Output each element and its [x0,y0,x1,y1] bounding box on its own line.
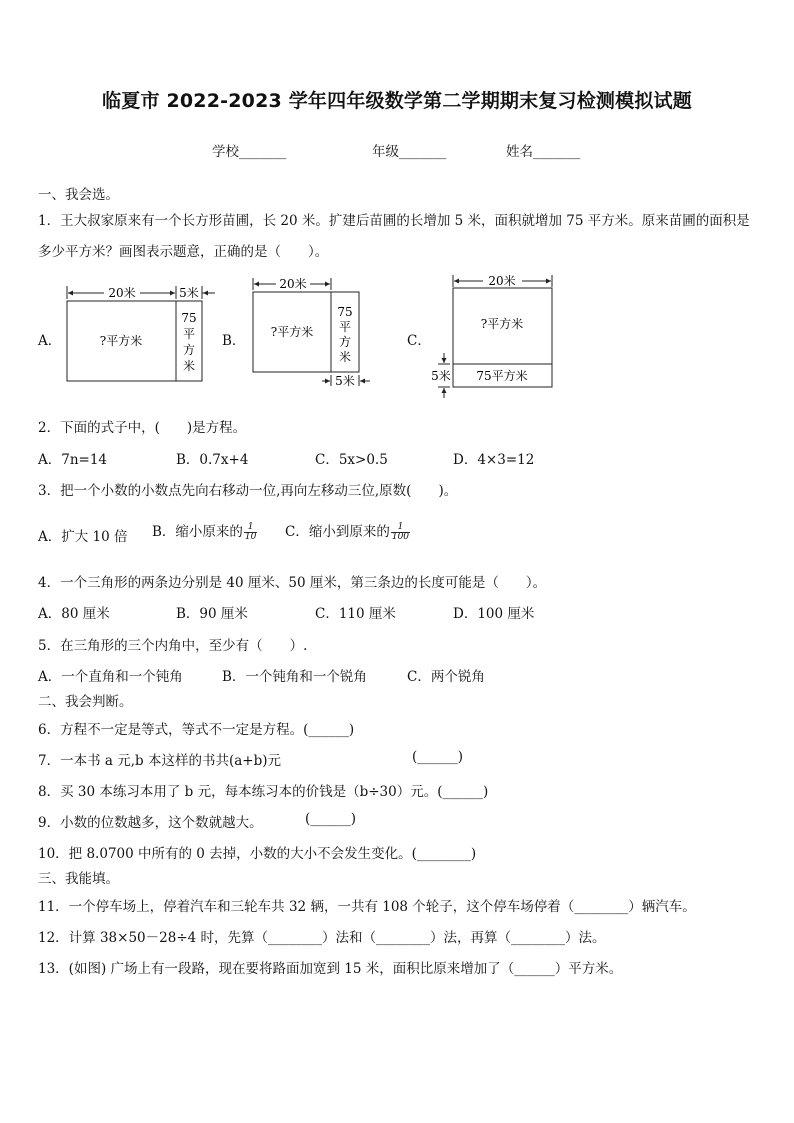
fig-a-unknown-area: ?平方米 [99,334,143,348]
q1-figure-a [60,283,220,388]
grade-field: 年级_______ [372,144,447,160]
fig-a-length-5: 5米 [179,286,199,300]
fig-a-side-char-2: 方 [182,343,196,357]
q1-figure-b [248,274,378,392]
question-12: 12．计算 38×50－28÷4 时，先算（________）法和（________）法，再算（________）法。 [38,930,606,946]
q2-option-d: D．4×3=12 [453,452,535,468]
section-heading-choice: 一、我会选。 [38,187,119,203]
q5-option-b: B．一个钝角和一个锐角 [222,669,367,685]
q3-option-a: A．扩大 10 倍 [38,529,128,545]
fraction-numerator: 1 [244,523,257,533]
question-13: 13．(如图) 广场上有一段路，现在要将路面加宽到 15 米，面积比原来增加了（______）平方米。 [38,961,623,977]
fig-c-length-20: 20米 [488,274,516,288]
q3-option-c [285,520,410,542]
fraction-denominator: 100 [391,532,410,542]
q1-option-b-label: B． [222,333,246,349]
fraction-numerator: 1 [391,523,410,533]
q2-option-a: A．7n=14 [38,452,108,468]
fig-a-side-char-3: 米 [182,359,196,373]
name-field: 姓名_______ [506,144,581,160]
q4-option-d: D．100 厘米 [453,606,535,622]
question-6: 6．方程不一定是等式，等式不一定是方程。(______) [38,722,355,738]
section-heading-judge: 二、我会判断。 [38,694,133,710]
fig-c-width-5: 5米 [431,369,451,383]
fig-b-side-char-3: 米 [338,350,352,364]
fig-b-side-75: 75 [337,305,353,319]
question-7: 7．一本书 a 元,b 本这样的书共(a+b)元 [38,753,281,769]
fig-a-length-20: 20米 [108,286,136,300]
question-1-line-1: 1．王大叔家原来有一个长方形苗圃，长 20 米。扩建后苗圃的长增加 5 米，面积就增加 75 平方米。原来苗圃的面积是 [38,213,750,229]
question-9: 9．小数的位数越多，这个数就越大。 [38,815,263,831]
fig-b-length-5: 5米 [335,374,355,388]
q3-option-c-fraction [391,523,410,542]
section-heading-fill: 三、我能填。 [38,871,119,887]
q5-option-c: C．两个锐角 [407,669,485,685]
question-1-line-2: 多少平方米？画图表示题意，正确的是（ ）。 [38,244,329,260]
question-7-answer-blank[interactable]: (______) [412,749,464,765]
q3-option-b [152,520,257,542]
question-11: 11．一个停车场上，停着汽车和三轮车共 32 辆，一共有 108 个轮子，这个停车场停着（________）辆汽车。 [38,899,696,915]
fig-b-side-char-2: 方 [338,335,352,349]
q4-option-c: C．110 厘米 [315,606,396,622]
q2-option-b: B．0.7x+4 [176,452,249,468]
fig-c-increased-area: 75平方米 [476,369,528,383]
fig-b-unknown-area: ?平方米 [270,325,314,339]
q3-option-c-text: C．缩小到原来的 [285,524,390,540]
fig-b-length-20: 20米 [279,277,307,291]
page-title: 临夏市 2022-2023 学年四年级数学第二学期期末复习检测模拟试题 [102,90,692,112]
question-10: 10．把 8.0700 中所有的 0 去掉，小数的大小不会发生变化。(________) [38,846,477,862]
fraction-denominator: 10 [244,532,257,542]
fig-a-side-75: 75 [181,311,197,325]
question-9-answer-blank[interactable]: (______) [305,811,357,827]
question-4: 4．一个三角形的两条边分别是 40 厘米、50 厘米，第三条边的长度可能是（ ）。 [38,575,547,591]
q3-option-b-fraction [244,523,257,542]
q2-option-c: C．5x>0.5 [315,452,388,468]
q1-option-c-label: C． [407,333,431,349]
fig-b-side-char-1: 平 [338,320,352,334]
question-3: 3．把一个小数的小数点先向右移动一位,再向左移动三位,原数( )。 [38,483,458,499]
q4-option-b: B．90 厘米 [176,606,248,622]
question-8: 8．买 30 本练习本用了 b 元，每本练习本的价钱是（b÷30）元。(______) [38,784,489,800]
q1-option-a-label: A． [38,333,62,349]
q4-option-a: A．80 厘米 [38,606,110,622]
fig-a-side-char-1: 平 [182,327,196,341]
school-field: 学校_______ [212,144,287,160]
q3-option-b-text: B．缩小原来的 [152,524,243,540]
question-5: 5．在三角形的三个内角中，至少有（ ）. [38,638,308,654]
question-2: 2．下面的式子中，( )是方程。 [38,420,247,436]
q5-option-a: A．一个直角和一个钝角 [38,669,183,685]
fig-c-unknown-area: ?平方米 [480,317,524,331]
q1-figure-c [428,271,558,401]
